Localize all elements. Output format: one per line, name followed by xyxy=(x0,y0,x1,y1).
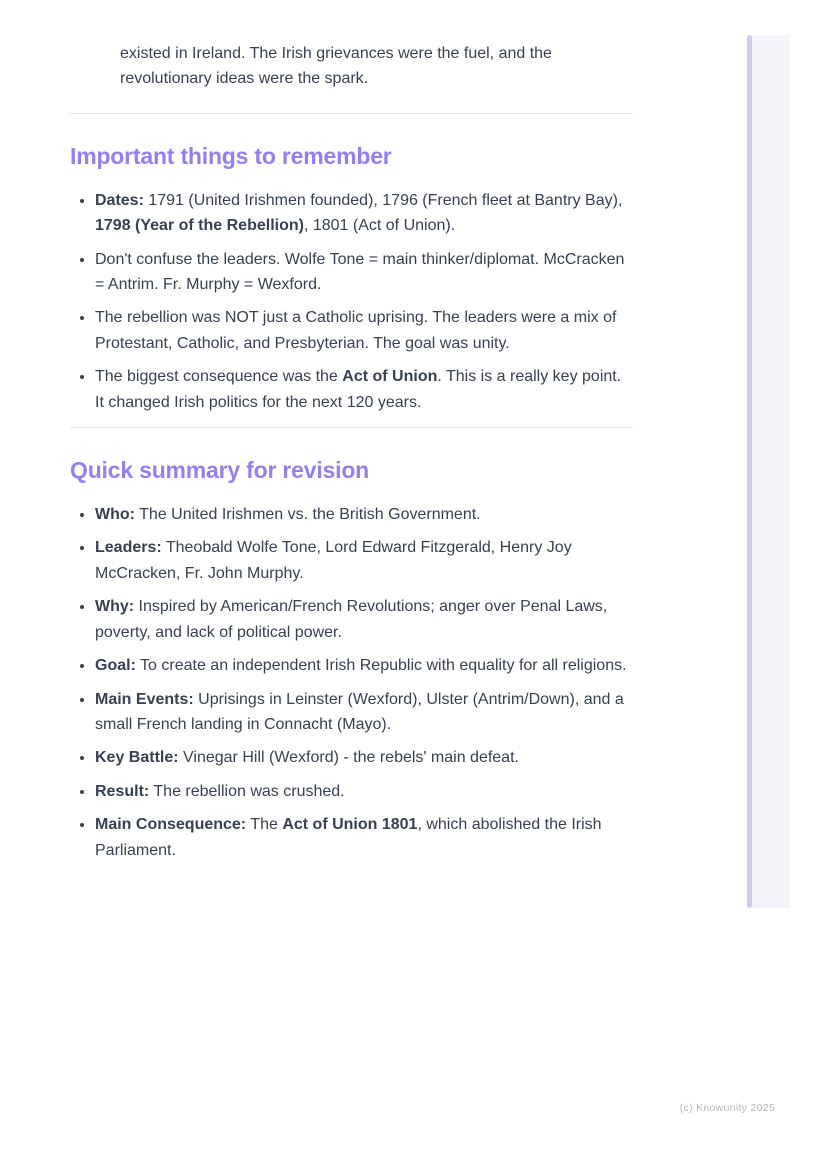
list-item: • Key Battle: Vinegar Hill (Wexford) - the rebels' main defeat. xyxy=(95,745,633,770)
section-heading-quick-summary: Quick summary for revision xyxy=(70,457,370,484)
list-item: • The rebellion was NOT just a Catholic uprising. The leaders were a mix of Protestant, Catholic, and Presbyterian. The goal was unity. xyxy=(95,305,633,356)
copyright-footer: (c) Knowunity 2025 xyxy=(679,1102,775,1114)
list-item: • The biggest consequence was the Act of Union. This is a really key point. It changed Irish politics for the next 120 years. xyxy=(95,364,633,415)
scrollbar-thumb[interactable] xyxy=(747,35,752,908)
paragraph-continuation: existed in Ireland. The Irish grievances were the fuel, and the revolutionary ideas were the spark. xyxy=(120,45,552,88)
list-item: • Main Consequence: The Act of Union 1801, which abolished the Irish Parliament. xyxy=(95,812,633,863)
list-item: • Who: The United Irishmen vs. the British Government. xyxy=(95,502,633,527)
list-item: • Leaders: Theobald Wolfe Tone, Lord Edward Fitzgerald, Henry Joy McCracken, Fr. John Murphy. xyxy=(95,535,633,586)
document-page xyxy=(70,0,633,871)
list-item: • Result: The rebellion was crushed. xyxy=(95,779,633,804)
list-item: • Main Events: Uprisings in Leinster (Wexford), Ulster (Antrim/Down), and a small French landing in Connacht (Mayo). xyxy=(95,687,633,738)
list-item: • Don't confuse the leaders. Wolfe Tone = main thinker/diplomat. McCracken = Antrim. Fr. Murphy = Wexford. xyxy=(95,247,633,298)
section-divider xyxy=(70,427,633,428)
bullet-list-important-things xyxy=(70,188,633,415)
list-item: • Why: Inspired by American/French Revolutions; anger over Penal Laws, poverty, and lack of political power. xyxy=(95,594,633,645)
section-heading-important-things: Important things to remember xyxy=(70,142,392,169)
section-divider xyxy=(70,113,633,114)
list-item: • Goal: To create an independent Irish Republic with equality for all religions. xyxy=(95,653,633,678)
scrollbar-track[interactable] xyxy=(747,35,790,908)
list-item: • Dates: 1791 (United Irishmen founded), 1796 (French fleet at Bantry Bay), 1798 (Year of the Rebellion), 1801 (Act of Union). xyxy=(95,188,633,239)
bullet-list-quick-summary xyxy=(70,502,633,863)
